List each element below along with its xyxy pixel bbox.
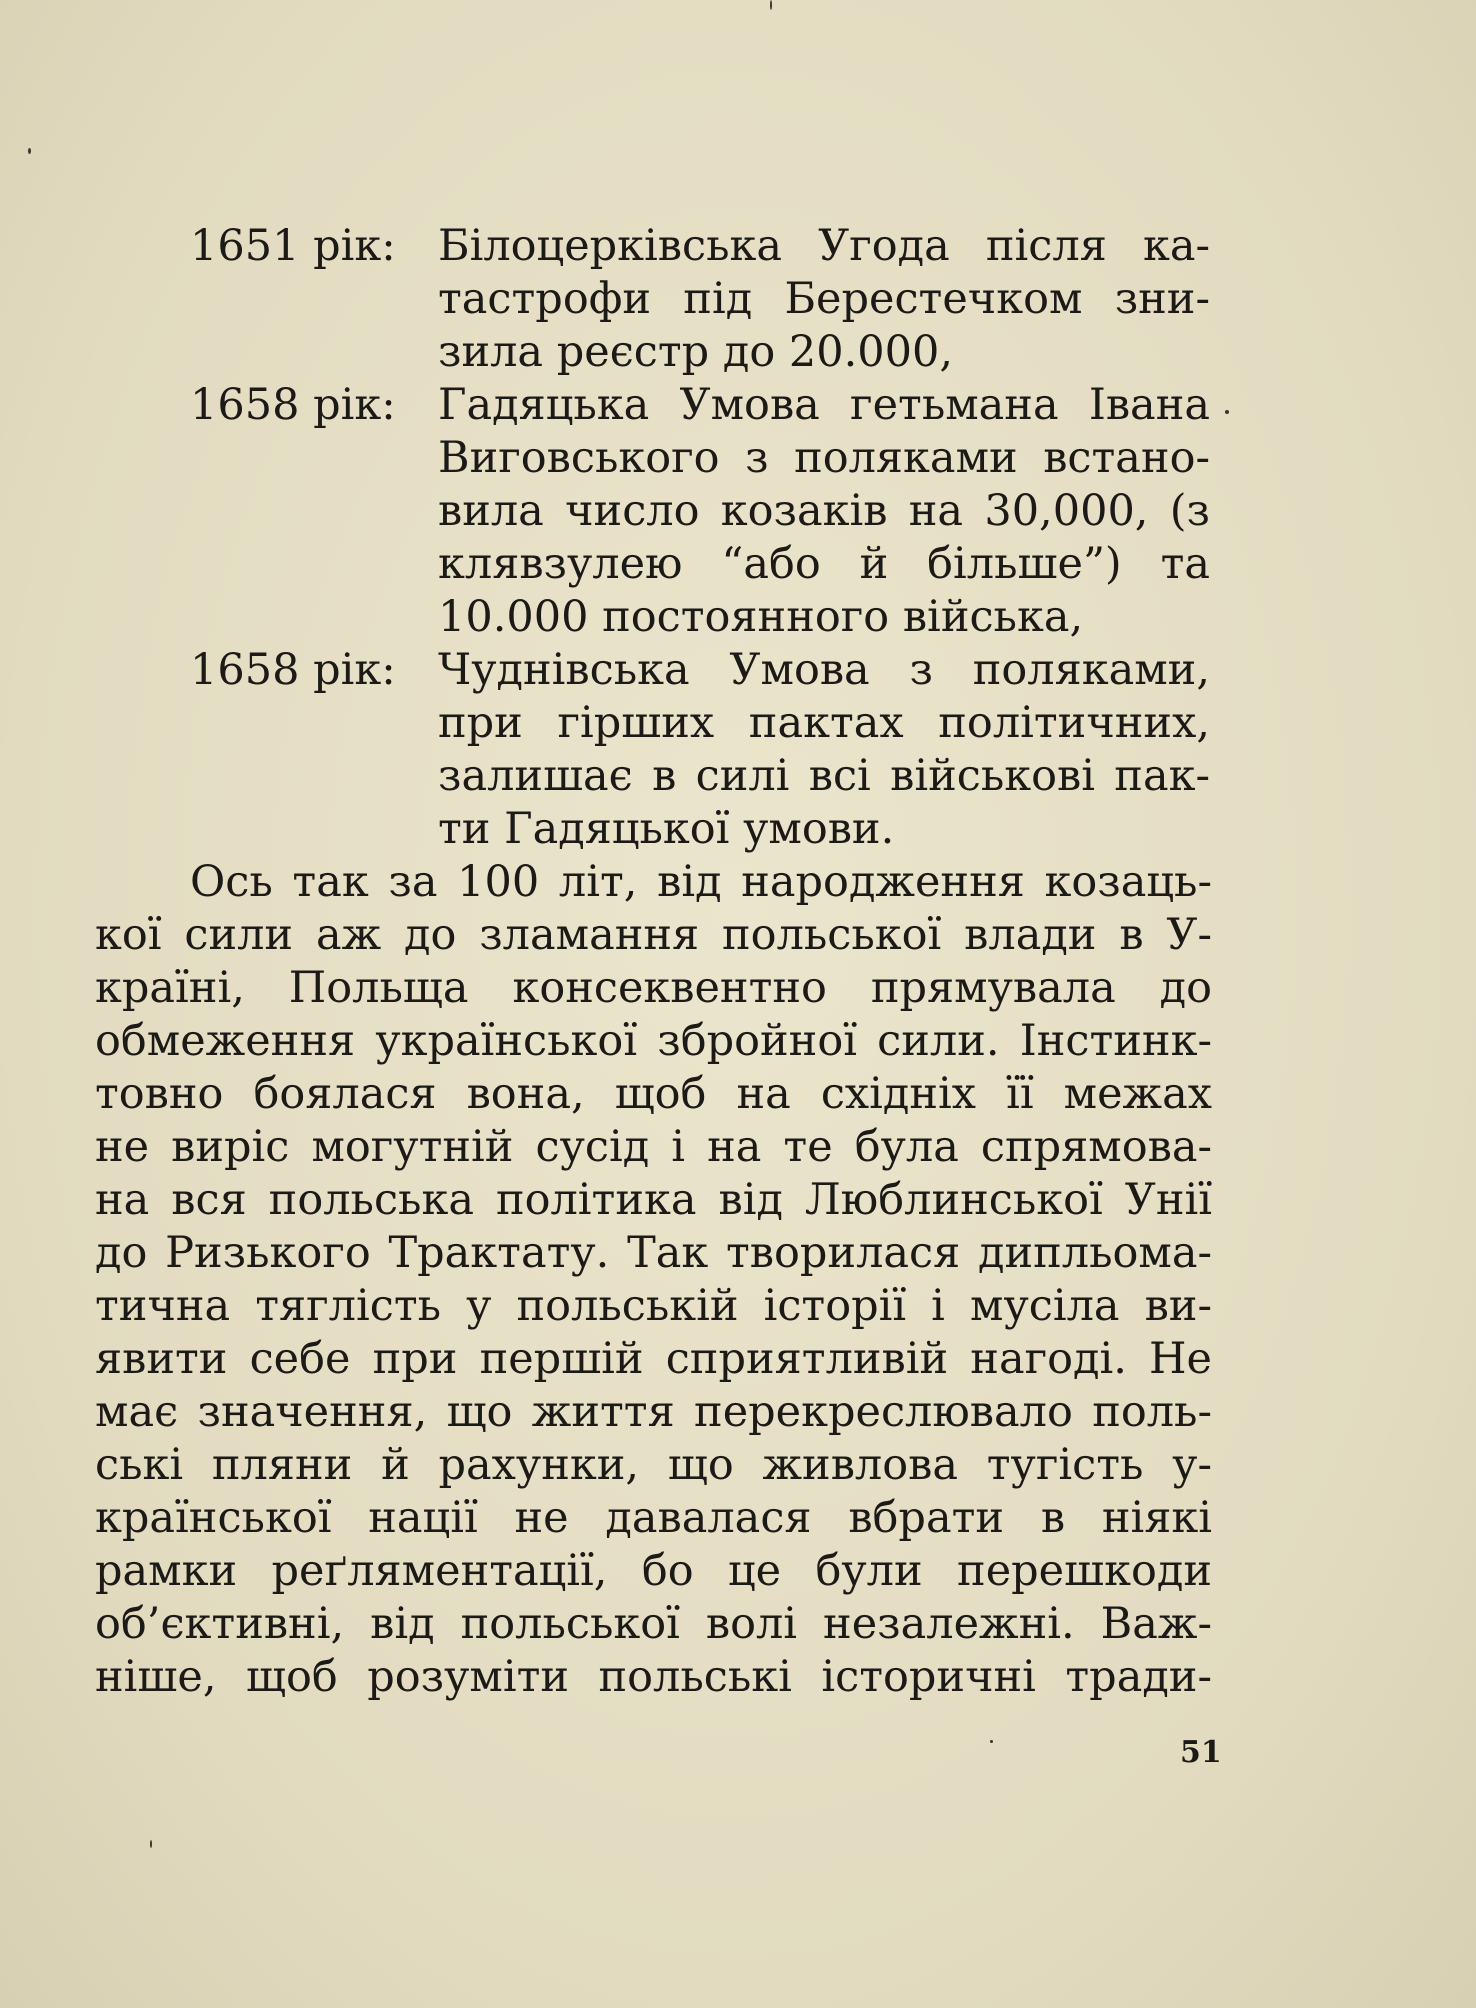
entry-text-line: клявзулею “або й більше”) та — [438, 539, 1210, 589]
paragraph-line: до Ризького Трактату. Так творилася дипльома- — [95, 1228, 1212, 1278]
paragraph-line: країні, Польща консеквентно прямувала до — [95, 963, 1212, 1013]
paragraph-line: рамки реґляментації, бо це були перешкоди — [95, 1546, 1212, 1596]
entry-text-line: зила реєстр до 20.000, — [438, 327, 954, 377]
paragraph-line: має значення, що життя перекреслювало поль- — [95, 1387, 1212, 1437]
entry-text-line: ти Гадяцької умови. — [438, 804, 895, 854]
entry-year: 1658 рік: — [190, 380, 396, 430]
paragraph-line: товно боялася вона, щоб на східніх її межах — [95, 1069, 1212, 1119]
paragraph-line: не виріс могутній сусід і на те була спрямова- — [95, 1122, 1212, 1172]
entry-text-line: при гірших пактах політичних, — [438, 698, 1210, 748]
paragraph-line: об’єктивні, від польської волі незалежні. Важ- — [95, 1599, 1212, 1649]
entry-text-line: вила число козаків на 30,000, (з — [438, 486, 1210, 536]
ink-speck — [28, 148, 31, 154]
entry-year: 1658 рік: — [190, 645, 396, 695]
paragraph-line: країнської нації не давалася вбрати в ніякі — [95, 1493, 1212, 1543]
ink-speck — [990, 1740, 993, 1743]
paragraph-line: явити себе при першій сприятливій нагоді. Не — [95, 1334, 1212, 1384]
paragraph-line: Ось так за 100 літ, від народження козаць- — [190, 857, 1212, 907]
paragraph-line: ські пляни й рахунки, що живлова тугість у- — [95, 1440, 1212, 1490]
entry-text-line: тастрофи під Берестечком зни- — [438, 274, 1210, 324]
paragraph-line: кої сили аж до зламання польської влади в У- — [95, 910, 1212, 960]
entry-text-line: залишає в силі всі військові пак- — [438, 751, 1210, 801]
entry-text-line: 10.000 постоянного війська, — [438, 592, 1084, 642]
entry-year: 1651 рік: — [190, 221, 396, 271]
entry-text-line: Чуднівська Умова з поляками, — [438, 645, 1210, 695]
entry-text-line: Виговського з поляками встано- — [438, 433, 1210, 483]
paragraph-line: ніше, щоб розуміти польські історичні тради- — [95, 1652, 1212, 1702]
page-number: 51 — [1180, 1735, 1222, 1770]
ink-speck — [770, 0, 772, 10]
ink-speck — [150, 1840, 152, 1848]
entry-text-line: Гадяцька Умова гетьмана Івана — [438, 380, 1210, 430]
entry-text-line: Білоцерківська Угода після ка- — [438, 221, 1210, 271]
paragraph-line: на вся польська політика від Люблинської Унії — [95, 1175, 1212, 1225]
paragraph-line: обмеження української збройної сили. Інстинк- — [95, 1016, 1212, 1066]
ink-speck — [1225, 410, 1229, 414]
paragraph-line: тична тяглість у польській історії і мусіла ви- — [95, 1281, 1212, 1331]
